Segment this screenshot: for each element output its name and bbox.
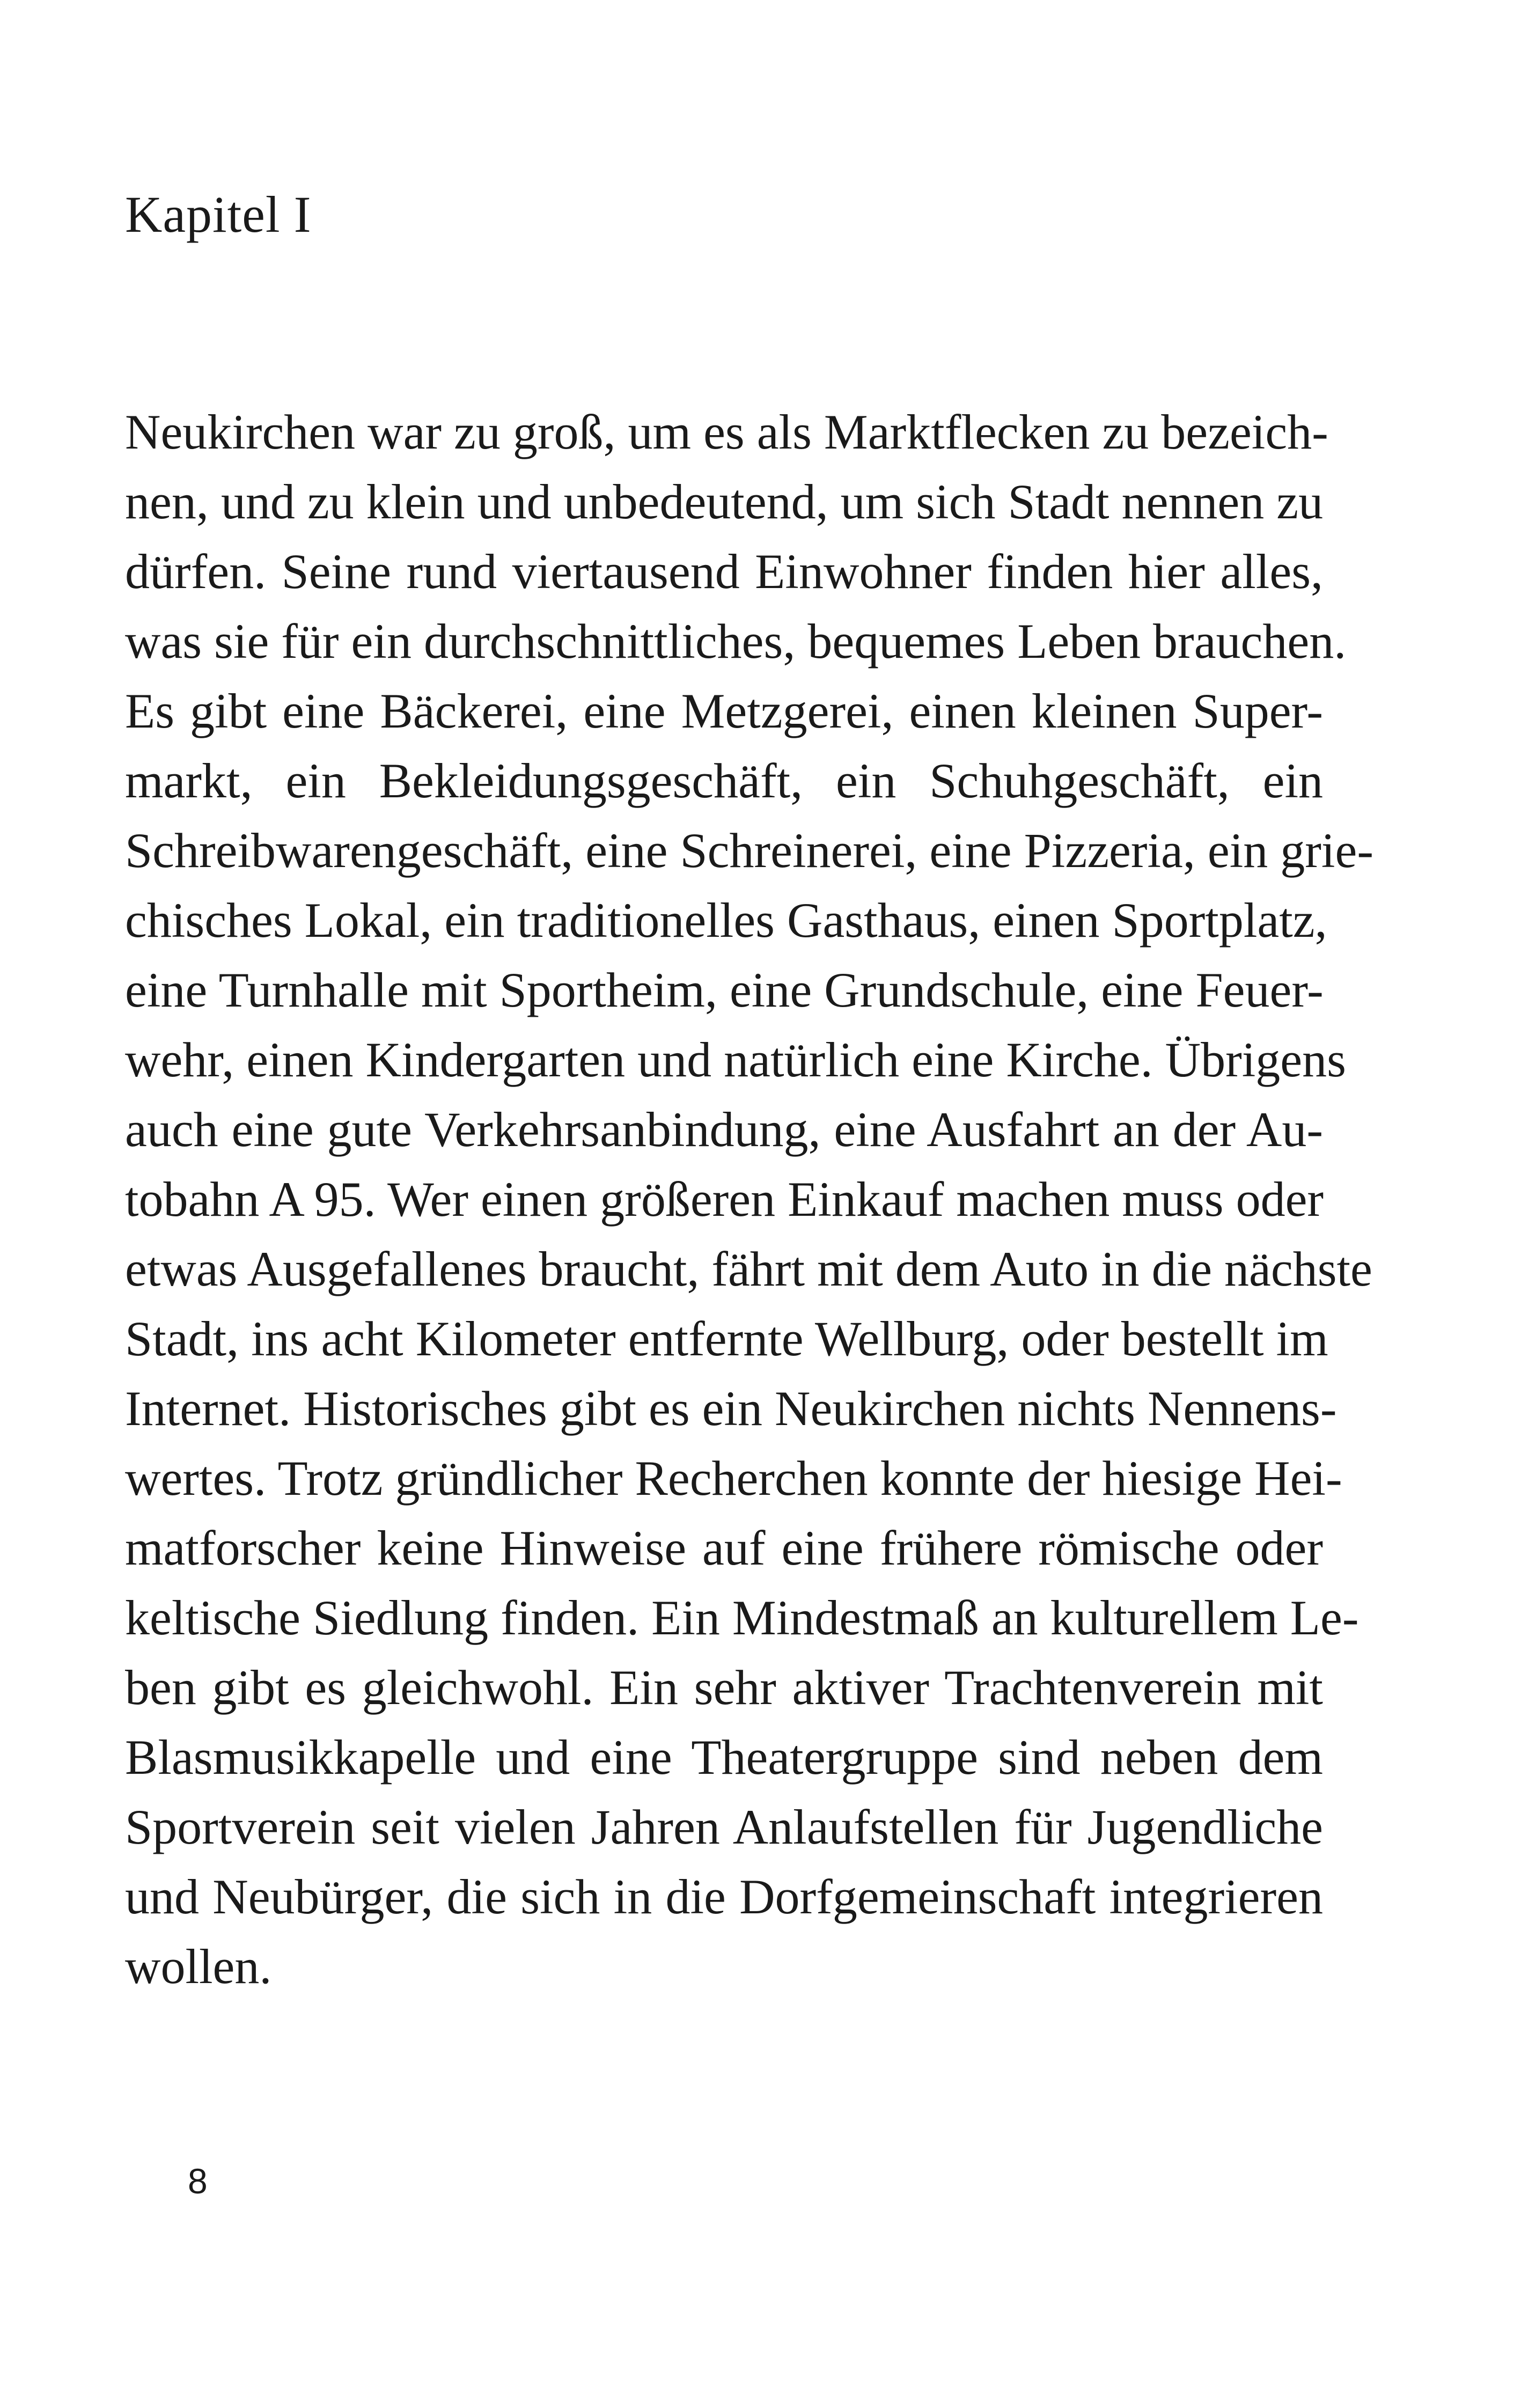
text-line: tobahn A 95. Wer einen größeren Einkauf machen muss oder xyxy=(125,1172,1324,1227)
text-line: und Neubürger, die sich in die Dorfgemeinschaft integrieren xyxy=(125,1869,1323,1924)
text-line: Neukirchen war zu groß, um es als Marktflecken zu bezeich- xyxy=(125,405,1328,459)
text-line: Internet. Historisches gibt es ein Neukirchen nichts Nennens- xyxy=(125,1381,1337,1436)
text-line: etwas Ausgefallenes braucht, fährt mit dem Auto in die nächste xyxy=(125,1242,1372,1296)
text-line: Schreibwarengeschäft, eine Schreinerei, eine Pizzeria, ein grie- xyxy=(125,823,1373,878)
text-line: was sie für ein durchschnittliches, bequemes Leben brauchen. xyxy=(125,614,1347,669)
text-line: auch eine gute Verkehrsanbindung, eine Ausfahrt an der Au- xyxy=(125,1102,1323,1157)
body-paragraph xyxy=(125,397,1373,2001)
text-line: wollen. xyxy=(125,1939,272,1994)
text-line: eine Turnhalle mit Sportheim, eine Grundschule, eine Feuer- xyxy=(125,963,1324,1017)
text-line: matforscher keine Hinweise auf eine frühere römische oder xyxy=(125,1521,1323,1575)
text-line: Es gibt eine Bäckerei, eine Metzgerei, einen kleinen Super- xyxy=(125,684,1323,738)
text-line: markt, ein Bekleidungsgeschäft, ein Schuhgeschäft, ein xyxy=(125,753,1323,808)
page-number: 8 xyxy=(188,2161,208,2201)
text-line: Sportverein seit vielen Jahren Anlaufstellen für Jugendliche xyxy=(125,1800,1323,1854)
text-line: wertes. Trotz gründlicher Recherchen konnte der hiesige Hei- xyxy=(125,1451,1342,1506)
text-line: dürfen. Seine rund viertausend Einwohner finden hier alles, xyxy=(125,544,1323,599)
text-line: ben gibt es gleichwohl. Ein sehr aktiver Trachtenverein mit xyxy=(125,1660,1323,1715)
text-line: keltische Siedlung finden. Ein Mindestmaß an kulturellem Le- xyxy=(125,1590,1359,1645)
text-line: nen, und zu klein und unbedeutend, um sich Stadt nennen zu xyxy=(125,474,1324,529)
chapter-title: Kapitel I xyxy=(125,186,312,243)
text-line: Stadt, ins acht Kilometer entfernte Wellburg, oder bestellt im xyxy=(125,1311,1328,1366)
text-line: Blasmusikkapelle und eine Theatergruppe sind neben dem xyxy=(125,1730,1323,1785)
text-line: chisches Lokal, ein traditionelles Gasthaus, einen Sportplatz, xyxy=(125,893,1327,948)
text-line: wehr, einen Kindergarten und natürlich eine Kirche. Übrigens xyxy=(125,1032,1346,1087)
